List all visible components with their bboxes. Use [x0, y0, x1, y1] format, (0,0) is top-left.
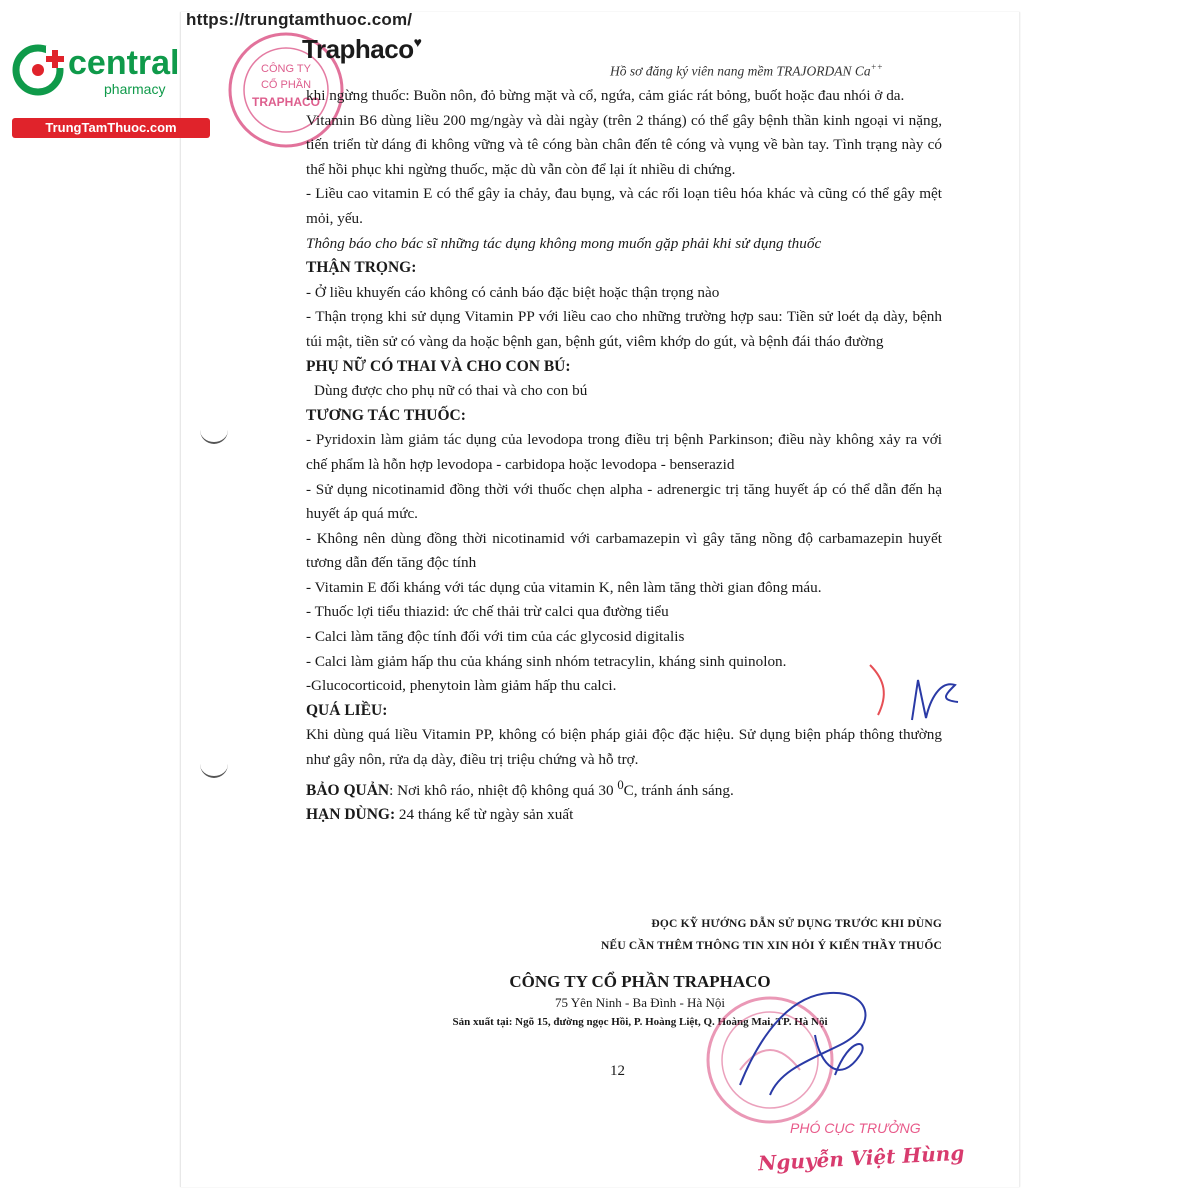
svg-text:CÔNG TY: CÔNG TY: [261, 63, 311, 75]
paragraph: - Pyridoxin làm giảm tác dụng của levodopa trong điều trị bệnh Parkinson; điều này không xảy ra với chế phẩm là hỗn hợp levodopa - carbidopa hoặc levodopa - benserazid: [306, 431, 942, 473]
section-heading: THẬN TRỌNG:: [306, 259, 417, 277]
document-header: Hồ sơ đăng ký viên nang mềm TRAJORDAN Ca++: [610, 62, 883, 79]
paragraph: Thông báo cho bác sĩ những tác dụng không mong muốn gặp phải khi sử dụng thuốc: [306, 234, 822, 252]
paragraph: - Calci làm tăng độc tính đối với tim của các glycosid digitalis: [306, 628, 685, 646]
paragraph: - Không nên dùng đồng thời nicotinamid với carbamazepin vì gây tăng nồng độ carbamazepin huyết tương dẫn đến tăng độc tính: [306, 529, 942, 572]
company-name: CÔNG TY CỔ PHẦN TRAPHACO: [509, 972, 771, 991]
signature-name: Nguyễn Việt Hùng: [757, 1140, 965, 1176]
storage-text: : Nơi khô ráo, nhiệt độ không quá 30: [389, 781, 618, 799]
paragraph: Dùng được cho phụ nữ có thai và cho con bú: [314, 382, 588, 400]
svg-text:TRAPHACO: TRAPHACO: [252, 95, 320, 109]
storage-unit: C, tránh ánh sáng.: [623, 781, 734, 799]
page-number: 12: [610, 1063, 625, 1079]
storage-degree: 0: [617, 777, 624, 792]
footer-notice: [500, 913, 942, 957]
brand-subname: pharmacy: [104, 81, 166, 97]
paragraph: khi ngừng thuốc: Buồn nôn, đỏ bừng mặt và cổ, ngứa, cảm giác rát bỏng, buốt hoặc đau nhói ở da.: [306, 87, 905, 104]
production-address: Sản xuất tại: Ngõ 15, đường ngọc Hồi, P. Hoàng Liệt, Q. Hoàng Mai, TP. Hà Nội: [452, 1016, 828, 1028]
paragraph: Khi dùng quá liều Vitamin PP, không có biện pháp giải độc đặc hiệu. Sử dụng biện pháp thông thường như gây nôn, rửa dạ dày, điều trị triệu chứng và hỗ trợ.: [306, 726, 942, 769]
paragraph: Vitamin B6 dùng liều 200 mg/ngày và dài ngày (trên 2 tháng) có thể gây bệnh thần kinh ngoại vi nặng, tiến triển từ dáng đi không vững và tê cóng bàn chân đến tê cóng và vụng về bàn tay. Tình trạng này có thể hồi phục khi ngừng thuốc, mặc dù vẫn còn để lại ít nhiều di chứng.: [306, 111, 942, 178]
section-heading: QUÁ LIỀU:: [306, 701, 388, 719]
storage-line: [306, 773, 942, 804]
central-pharmacy-logo: [6, 38, 216, 100]
watermark-url: https://trungtamthuoc.com/: [186, 10, 413, 29]
section-heading: PHỤ NỮ CÓ THAI VÀ CHO CON BÚ:: [306, 357, 571, 375]
notice-line: ĐỌC KỸ HƯỚNG DẪN SỬ DỤNG TRƯỚC KHI DÙNG: [651, 918, 942, 930]
traphaco-logo: Traphaco♥: [302, 34, 422, 64]
notice-line: NẾU CẦN THÊM THÔNG TIN XIN HỎI Ý KIẾN THẦY THUỐC: [600, 940, 942, 952]
paragraph: - Ở liều khuyến cáo không có cảnh báo đặc biệt hoặc thận trọng nào: [306, 283, 720, 301]
expiry-text: 24 tháng kể từ ngày sản xuất: [395, 806, 574, 824]
paragraph: - Thận trọng khi sử dụng Vitamin PP với liều cao cho những trường hợp sau: Tiền sử loét dạ dày, bệnh túi mật, tiền sử có vàng da hoặc bệnh gan, bệnh gút, viêm khớp do gút, và bệnh đái tháo đường: [306, 308, 942, 350]
paragraph: - Calci làm giảm hấp thu của kháng sinh nhóm tetracylin, kháng sinh quinolon.: [306, 652, 787, 670]
svg-text:CỔ PHẦN: CỔ PHẦN: [260, 79, 312, 91]
document-body: [306, 84, 942, 828]
company-address: 75 Yên Ninh - Ba Đình - Hà Nội: [555, 995, 725, 1010]
section-heading: TƯƠNG TÁC THUỐC:: [306, 406, 466, 424]
paragraph: -Glucocorticoid, phenytoin làm giảm hấp thu calci.: [306, 677, 617, 695]
signature-title: PHÓ CỤC TRƯỞNG: [790, 1120, 921, 1136]
expiry-label: HẠN DÙNG:: [306, 806, 396, 824]
storage-label: BẢO QUẢN: [306, 781, 390, 799]
brand-name: central: [68, 44, 180, 82]
expiry-line: [306, 803, 942, 828]
paragraph: - Thuốc lợi tiểu thiazid: ức chế thải trừ calci qua đường tiểu: [306, 603, 669, 621]
brand-site: TrungTamThuoc.com: [12, 118, 210, 138]
paragraph: - Sử dụng nicotinamid đồng thời với thuốc chẹn alpha - adrenergic trị tăng huyết áp có thể dẫn đến hạ huyết áp quá mức.: [306, 480, 942, 523]
company-block: [360, 970, 920, 1032]
paragraph: - Liều cao vitamin E có thể gây ỉa chảy, đau bụng, và các rối loạn tiêu hóa khác và cũng có thể gây mệt mỏi, yếu.: [306, 185, 942, 227]
paragraph: - Vitamin E đối kháng với tác dụng của vitamin K, nên làm tăng thời gian đông máu.: [306, 578, 822, 596]
